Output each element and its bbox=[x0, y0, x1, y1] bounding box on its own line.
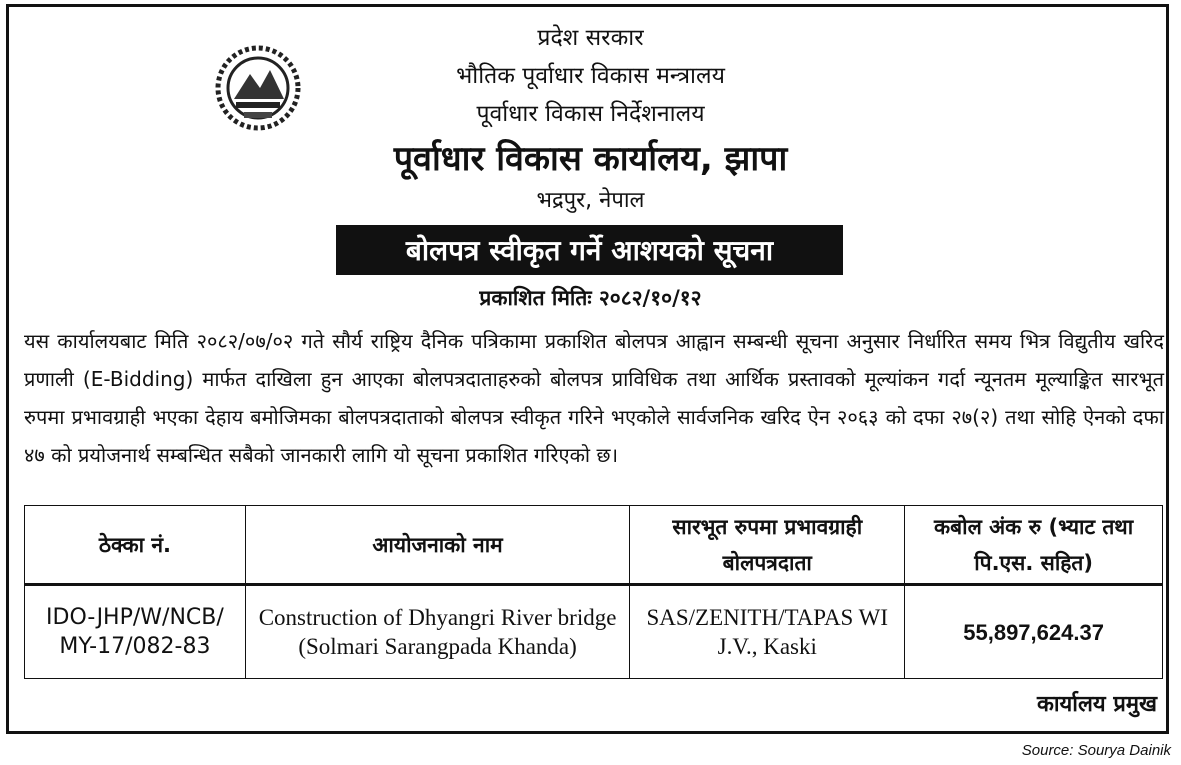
office-name: पूर्वाधार विकास कार्यालय, झापा bbox=[393, 139, 788, 179]
published-date: प्रकाशित मितिः २०८२/१०/१२ bbox=[479, 286, 702, 310]
bid-table bbox=[24, 505, 1163, 679]
cell-bidder: SAS/ZENITH/TAPAS WI J.V., Kaski bbox=[630, 585, 905, 679]
source-credit: Source: Sourya Dainik bbox=[1021, 742, 1171, 759]
header-project-name: आयोजनाको नाम bbox=[245, 506, 630, 585]
header-bid-amount: कबोल अंक रु (भ्याट तथा पि.एस. सहित) bbox=[905, 506, 1163, 585]
header-line-ministry: भौतिक पूर्वाधार विकास मन्त्रालय bbox=[456, 63, 725, 89]
header-bidder: सारभूत रुपमा प्रभावग्राही बोलपत्रदाता bbox=[630, 506, 905, 585]
table-header-row bbox=[25, 506, 1163, 585]
notice-title: बोलपत्र स्वीकृत गर्ने आशयको सूचना bbox=[405, 234, 774, 267]
cell-bid-amount: 55,897,624.37 bbox=[905, 585, 1163, 679]
notice-title-banner bbox=[336, 225, 843, 275]
cell-project-name: Construction of Dhyangri River bridge (Solmari Sarangpada Khanda) bbox=[245, 585, 630, 679]
office-address: भद्रपुर, नेपाल bbox=[536, 188, 645, 213]
cell-contract-no: IDO-JHP/W/NCB/ MY-17/082-83 bbox=[25, 585, 246, 679]
table-row bbox=[25, 585, 1163, 679]
signature-office-chief: कार्यालय प्रमुख bbox=[1036, 692, 1157, 717]
notice-body: यस कार्यालयबाट मिति २०८२/०७/०२ गते सौर्य राष्ट्रिय दैनिक पत्रिकामा प्रकाशित बोलपत्र आह्वान सम्बन्धी सूचना अनुसार निर्धारित समय भित्र विद्युतीय खरिद प्रणाली (E-Bidding) मार्फत दाखिला हुन आएका बोलपत्रदाताहरुको बोलपत्र प्राविधिक तथा आर्थिक प्रस्तावको मूल्यांकन गर्दा न्यूनतम मूल्याङ्कित सारभूत रुपमा प्रभावग्राही भएका देहाय बमोजिमका बोलपत्रदाताको बोलपत्र स्वीकृत गरिने भएकोले सार्वजनिक खरिद ऐन २०६३ को दफा २७(२) तथा सोहि ऐनको दफा ४७ को प्रयोजनार्थ सम्बन्धित सबैको जानकारी लागि यो सूचना प्रकाशित गरिएको छ। bbox=[24, 329, 1164, 467]
header-line-province: प्रदेश सरकार bbox=[537, 25, 644, 51]
header-line-directorate: पूर्वाधार विकास निर्देशनालय bbox=[476, 101, 705, 127]
header-contract-no: ठेक्का नं. bbox=[25, 506, 246, 585]
